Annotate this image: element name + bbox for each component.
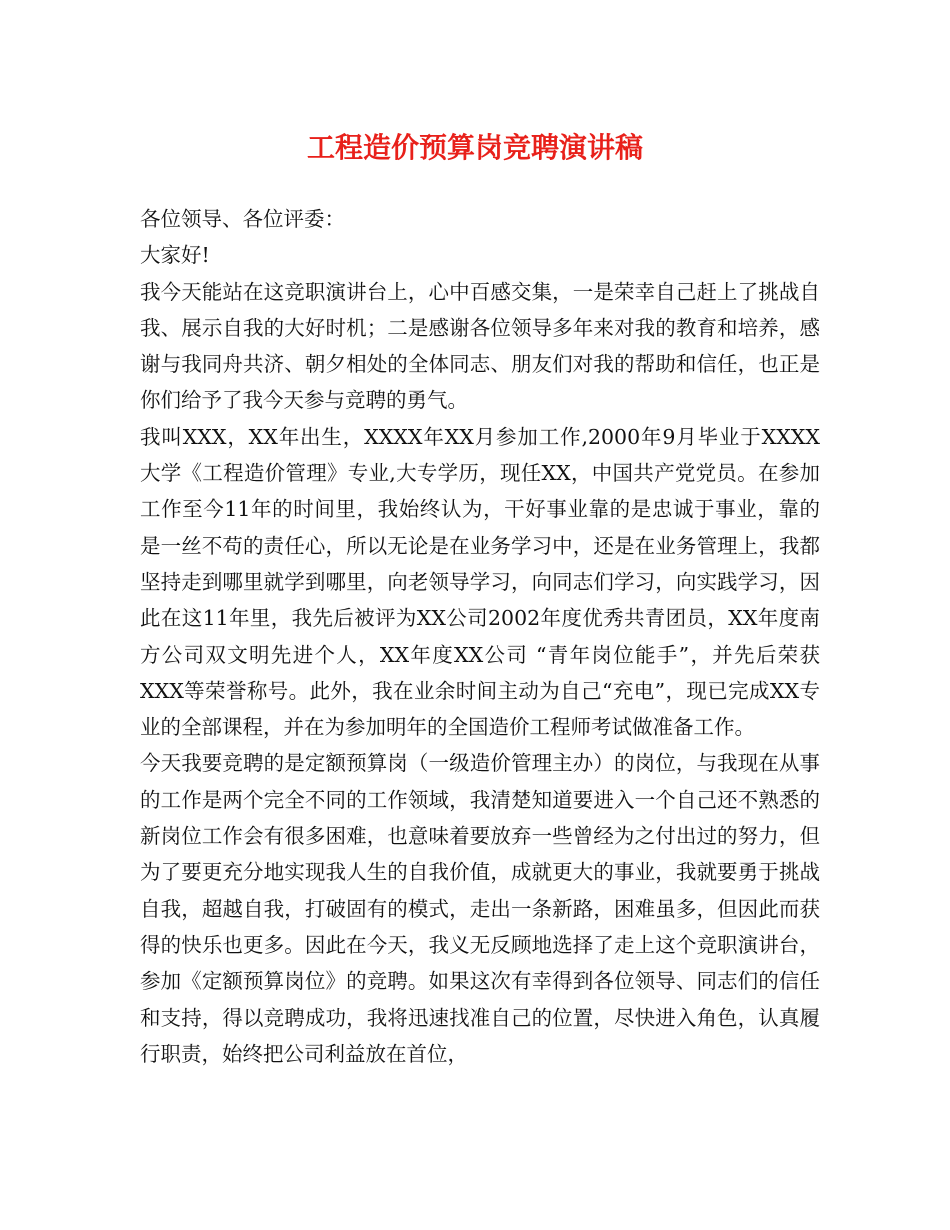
paragraph-background: 我叫XXX，XX年出生，XXXX年XX月参加工作,2000年9月毕业于XXXX大学《工程造价管理》专业,大专学历，现任XX，中国共产党党员。在参加工作至今11年的时间里，我始终认为，干好事业靠的是忠诚于事业，靠的是一丝不苟的责任心，所以无论是在业务学习中，还是在业务管理上，我都坚持走到哪里就学到哪里，向老领导学习，向同志们学习，向实践学习，因此在这11年里，我先后被评为XX公司2002年度优秀共青团员，XX年度南方公司双文明先进个人，XX年度XX公司 “青年岗位能手”，并先后荣获XXX等荣誉称号。此外，我在业余时间主动为自己“充电”，现已完成XX专业的全部课程，并在为参加明年的全国造价工程师考试做准备工作。	[140, 424, 820, 740]
salutation: 各位领导、各位评委：	[140, 207, 345, 231]
paragraph-motivation: 今天我要竞聘的是定额预算岗（一级造价管理主办）的岗位，与我现在从事的工作是两个完全不同的工作领域，我清楚知道要进入一个自己还不熟悉的新岗位工作会有很多困难，也意味着要放弃一些曾经为之付出过的努力，但为了要更充分地实现我人生的自我价值，成就更大的事业，我就要勇于挑战自我，超越自我，打破固有的模式，走出一条新路，困难虽多，但因此而获得的快乐也更多。因此在今天，我义无反顾地选择了走上这个竞职演讲台，参加《定额预算岗位》的竞聘。如果这次有幸得到各位领导、同志们的信任和支持，得以竞聘成功，我将迅速找准自己的位置，尽快进入角色，认真履行职责，始终把公司利益放在首位，	[140, 751, 820, 1066]
document-title: 工程造价预算岗竞聘演讲稿	[306, 131, 643, 164]
greeting: 大家好!	[140, 243, 210, 268]
paragraph-intro: 我今天能站在这竞职演讲台上，心中百感交集，一是荣幸自己赶上了挑战自我、展示自我的大好时机；二是感谢各位领导多年来对我的教育和培养，感谢与我同舟共济、朝夕相处的全体同志、朋友们对我的帮助和信任，也正是你们给予了我今天参与竞聘的勇气。	[140, 279, 820, 413]
document-body	[140, 201, 820, 1072]
